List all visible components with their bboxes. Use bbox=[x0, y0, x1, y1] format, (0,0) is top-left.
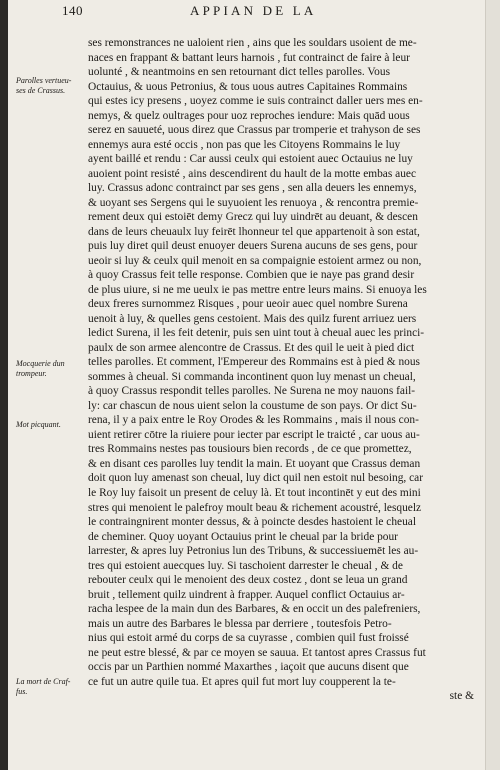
running-head: APPIAN DE LA bbox=[190, 3, 317, 18]
text-line: uolunté , & neantmoins en sen retournant dict telles parolles. Vous bbox=[88, 66, 391, 79]
text-line: ne peut estre blessé, & par ce moyen se sauua. Et tantost apres Crassus fut bbox=[88, 646, 426, 659]
text-line: luy. Crassus adonc contrainct par ses gens , sen alla deuers les ennemys, bbox=[88, 182, 417, 195]
text-line: bruit , tellement quilz uindrent à frapper. Auquel conflict Octauius ar- bbox=[88, 588, 405, 601]
marginal-note-line: Mot picquant. bbox=[16, 420, 61, 429]
text-line: ayent baillé et rendu : Car aussi ceulx qui estoient auec Octauius ne luy bbox=[88, 153, 413, 166]
text-line: ueoir si luy & ceulx quil menoit en sa compaignie estoient armez ou non, bbox=[88, 254, 422, 267]
text-line: paulx de son armee alencontre de Crassus. Et des quil le ueit à pied dict bbox=[88, 341, 415, 354]
text-line: racha lespee de la main dun des Barbares, & en occit un des palefreniers, bbox=[88, 603, 421, 616]
text-line: uenoit à luy, & quelles gens cestoient. Mais des quilz furent arriuez uers bbox=[88, 312, 417, 325]
marginal-note-line: ses de Crassus. bbox=[16, 86, 66, 95]
text-line: ses remonstrances ne ualoient rien , ains que les souldars usoient de me- bbox=[88, 37, 417, 49]
text-line: ledict Surena, il les feit detenir, puis sen uint tout à cheual auec les princi- bbox=[88, 327, 425, 340]
text-line: rebouter ceulx qui le menoient des deux costez , dont se leua un grand bbox=[88, 574, 408, 587]
text-line: nemys, & quelz oultrages pour uoz reproches iendure: Mais quād uous bbox=[88, 109, 410, 122]
marginal-note-line: Mocquerie dun bbox=[16, 359, 65, 368]
page-header bbox=[62, 3, 482, 19]
text-line: deux freres surnommez Risques , pour ueoir auec quel nombre Surena bbox=[88, 298, 408, 311]
text-line: dans de leurs cheuaulx luy feirēt lhonneur tel que appartenoit à son estat, bbox=[88, 225, 420, 238]
text-line: à quoy Crassus feit telle response. Combien que ie naye pas grand desir bbox=[88, 269, 415, 282]
marginal-note bbox=[16, 359, 88, 379]
text-line: à quoy Crassus respondit telles parolles. Ne Surena ne moy nauons fail- bbox=[88, 385, 416, 398]
text-line: ennemys aura esté occis , non pas que les Citoyens Rommains le luy bbox=[88, 138, 401, 151]
text-line: sommes à cheual. Si commanda incontinent quon luy menast un cheual, bbox=[88, 370, 416, 383]
text-line: de plus uiure, si ne me ueulx ie pas mettre entre leurs mains. Si enuoya les bbox=[88, 283, 427, 296]
marginal-note bbox=[16, 420, 88, 430]
text-line: telles parolles. Et comment, l'Empereur des Rommains est à pied & nous bbox=[88, 356, 420, 369]
text-line: tres Rommains nestes pas tousiours bien records , de ce que promettez, bbox=[88, 443, 412, 456]
text-line: uient retirer cōtre la riuiere pour iecter par escript le traicté , car uous au- bbox=[88, 428, 420, 441]
marginal-note-line: Parolles vertueu- bbox=[16, 76, 72, 85]
text-line: nius qui estoit armé du corps de sa cuyrasse , combien quil fust froissé bbox=[88, 632, 409, 645]
text-line: Octauius, & uous Petronius, & tous uous autres Capitaines Rommains bbox=[88, 80, 408, 93]
text-line: tres qui estoient auecques luy. Si taschoient darrester le cheual , & de bbox=[88, 559, 403, 572]
text-line: puis luy diret quil deust enuoyer deuers Surena aucuns de ses gens, pour bbox=[88, 240, 418, 253]
text-line: & en disant ces parolles luy tendit la main. Et uoyant que Crassus deman bbox=[88, 457, 421, 470]
text-line: doit quon luy amenast son cheual, luy dict quil nen estoit nul besoing, car bbox=[88, 472, 424, 485]
marginal-note bbox=[16, 76, 88, 96]
text-line: serez en sauueté, uous direz que Crassus par tromperie et trahyson de ses bbox=[88, 124, 421, 137]
text-line: de cheminer. Quoy uoyant Octauius print le cheual par la bride pour bbox=[88, 530, 398, 543]
text-line: stres qui menoient le palefroy moult beau & richement acoustré, lesquelz bbox=[88, 501, 422, 514]
body-text bbox=[88, 36, 474, 704]
text-line: rement deux qui estoiēt demy Grecz qui luy uindrēt au deuant, & descen bbox=[88, 211, 418, 224]
text-line: occis par un Parthien nommé Maxarthes , iaçoit que aucuns disent que bbox=[88, 661, 409, 674]
text-line: mais un autre des Barbares le blessa par derriere , toutesfois Petro- bbox=[88, 617, 392, 630]
binding-gutter bbox=[0, 0, 8, 770]
text-line: le Roy luy faisoit un present de celuy là. Et tout incontinēt y eut des mini bbox=[88, 486, 421, 499]
text-line: ste & bbox=[449, 690, 474, 703]
page-edge bbox=[485, 0, 500, 770]
marginal-note-line: trompeur. bbox=[16, 369, 47, 378]
text-line: le contraingnirent monter dessus, & à poincte desdes hastoient le cheual bbox=[88, 516, 417, 529]
marginal-note bbox=[16, 677, 88, 697]
text-line: naces en frappant & battant leurs harnois , fut contrainct de faire à leur bbox=[88, 51, 410, 64]
text-line: auoient point resisté , ains descendirent du hault de la motte embas auec bbox=[88, 167, 417, 180]
text-line: rena, il y a paix entre le Roy Orodes & les Rommains , mais il nous con- bbox=[88, 414, 419, 427]
page-number: 140 bbox=[62, 3, 83, 18]
text-line: ce fut un autre quile tua. Et apres quil fut mort luy coupperent la te- bbox=[88, 675, 396, 688]
text-line: ly: car chascun de nous uient selon la coustume de son pays. Or dict Su- bbox=[88, 399, 417, 412]
marginal-note-line: La mort de Craf- bbox=[16, 677, 71, 686]
text-line: & uoyant ses Sergens qui le suyuoient les renuoya , & rencontra premie- bbox=[88, 196, 419, 209]
marginal-note-line: fus. bbox=[16, 687, 28, 696]
text-line: larrester, & apres luy Petronius lun des Tribuns, & successiuemēt les au- bbox=[88, 545, 419, 558]
text-line: qui estes icy presens , uoyez comme ie suis contrainct daller uers mes en- bbox=[88, 95, 423, 108]
